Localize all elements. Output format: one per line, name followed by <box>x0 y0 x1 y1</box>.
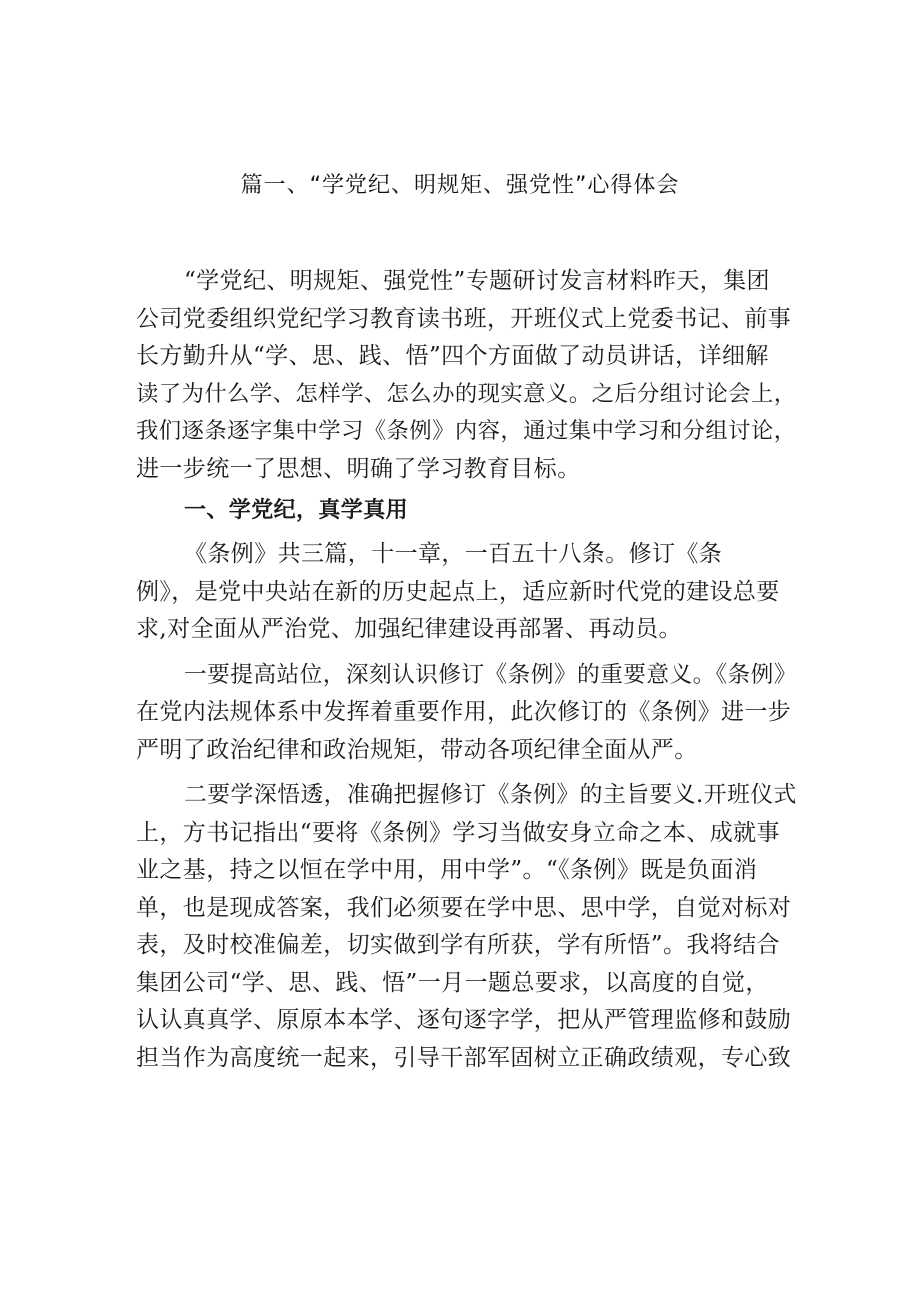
paragraph-line: 担当作为高度统一起来，引导干部军固树立正确政绩观，专心致 <box>136 1044 792 1071</box>
section-heading: 一、学党纪，真学真用 <box>184 498 409 523</box>
paragraph-line: 上，方书记指出“要将《条例》学习当做安身立命之本、成就事 <box>136 819 780 846</box>
paragraph-line: 单，也是现成答案，我们必须要在学中思、思中学，自觉对标对 <box>136 894 792 921</box>
document-body <box>136 263 800 1077</box>
paragraph-line: 严明了政治纪律和政治规矩，带动各项纪律全面从严。 <box>136 736 698 763</box>
paragraph-line: 表，及时校准偏差，切实做到学有所获，学有所悟”。我将结合 <box>136 932 780 958</box>
paragraph-line: 集团公司“学、思、践、悟”一月一题总要求，以高度的自觉， <box>136 969 769 996</box>
paragraph-line: 公司党委组织党纪学习教育读书班，开班仪式上党委书记、前事 <box>136 305 792 332</box>
paragraph-line: 业之基，持之以恒在学中用，用中学”。“《条例》既是负面消 <box>136 857 758 883</box>
paragraph-line: 例》，是党中央站在新的历史起点上，适应新时代党的建设总要 <box>136 578 780 605</box>
paragraph-line: 长方勤升从“学、思、践、悟”四个方面做了动员讲话，详细解 <box>136 343 769 369</box>
paragraph-line: 在党内法规体系中发挥着重要作用，此次修订的《条例》进一步 <box>136 699 792 725</box>
paragraph-line: 求,对全面从严治党、加强纪律建设再部署、再动员。 <box>136 616 682 642</box>
paragraph-line: 认认真真学、原原本本学、逐句逐字学，把从严管理监修和鼓励 <box>136 1007 792 1033</box>
paragraph-line: 一要提高站位，深刻认识修订《条例》的重要意义。《条例》 <box>184 661 797 688</box>
paragraph-line: 读了为什么学、怎样学、怎么办的现实意义。之后分组讨论会上， <box>136 380 797 407</box>
paragraph-line: 《条例》共三篇，十一章，一百五十八条。修订《条 <box>184 541 723 567</box>
paragraph-line: 二要学深悟透，准确把握修订《条例》的主旨要义.开班仪式 <box>184 782 797 808</box>
paragraph-line: 进一步统一了思想、明确了学习教育目标。 <box>136 455 581 482</box>
paragraph-line: 我们逐条逐字集中学习《条例》内容，通过集中学习和分组讨论， <box>136 418 797 444</box>
document-title: 篇一、“学党纪、明规矩、强党性”心得体会 <box>240 173 680 198</box>
paragraph-line: “学党纪、明规矩、强党性”专题研讨发言材料昨天，集团 <box>184 268 770 294</box>
